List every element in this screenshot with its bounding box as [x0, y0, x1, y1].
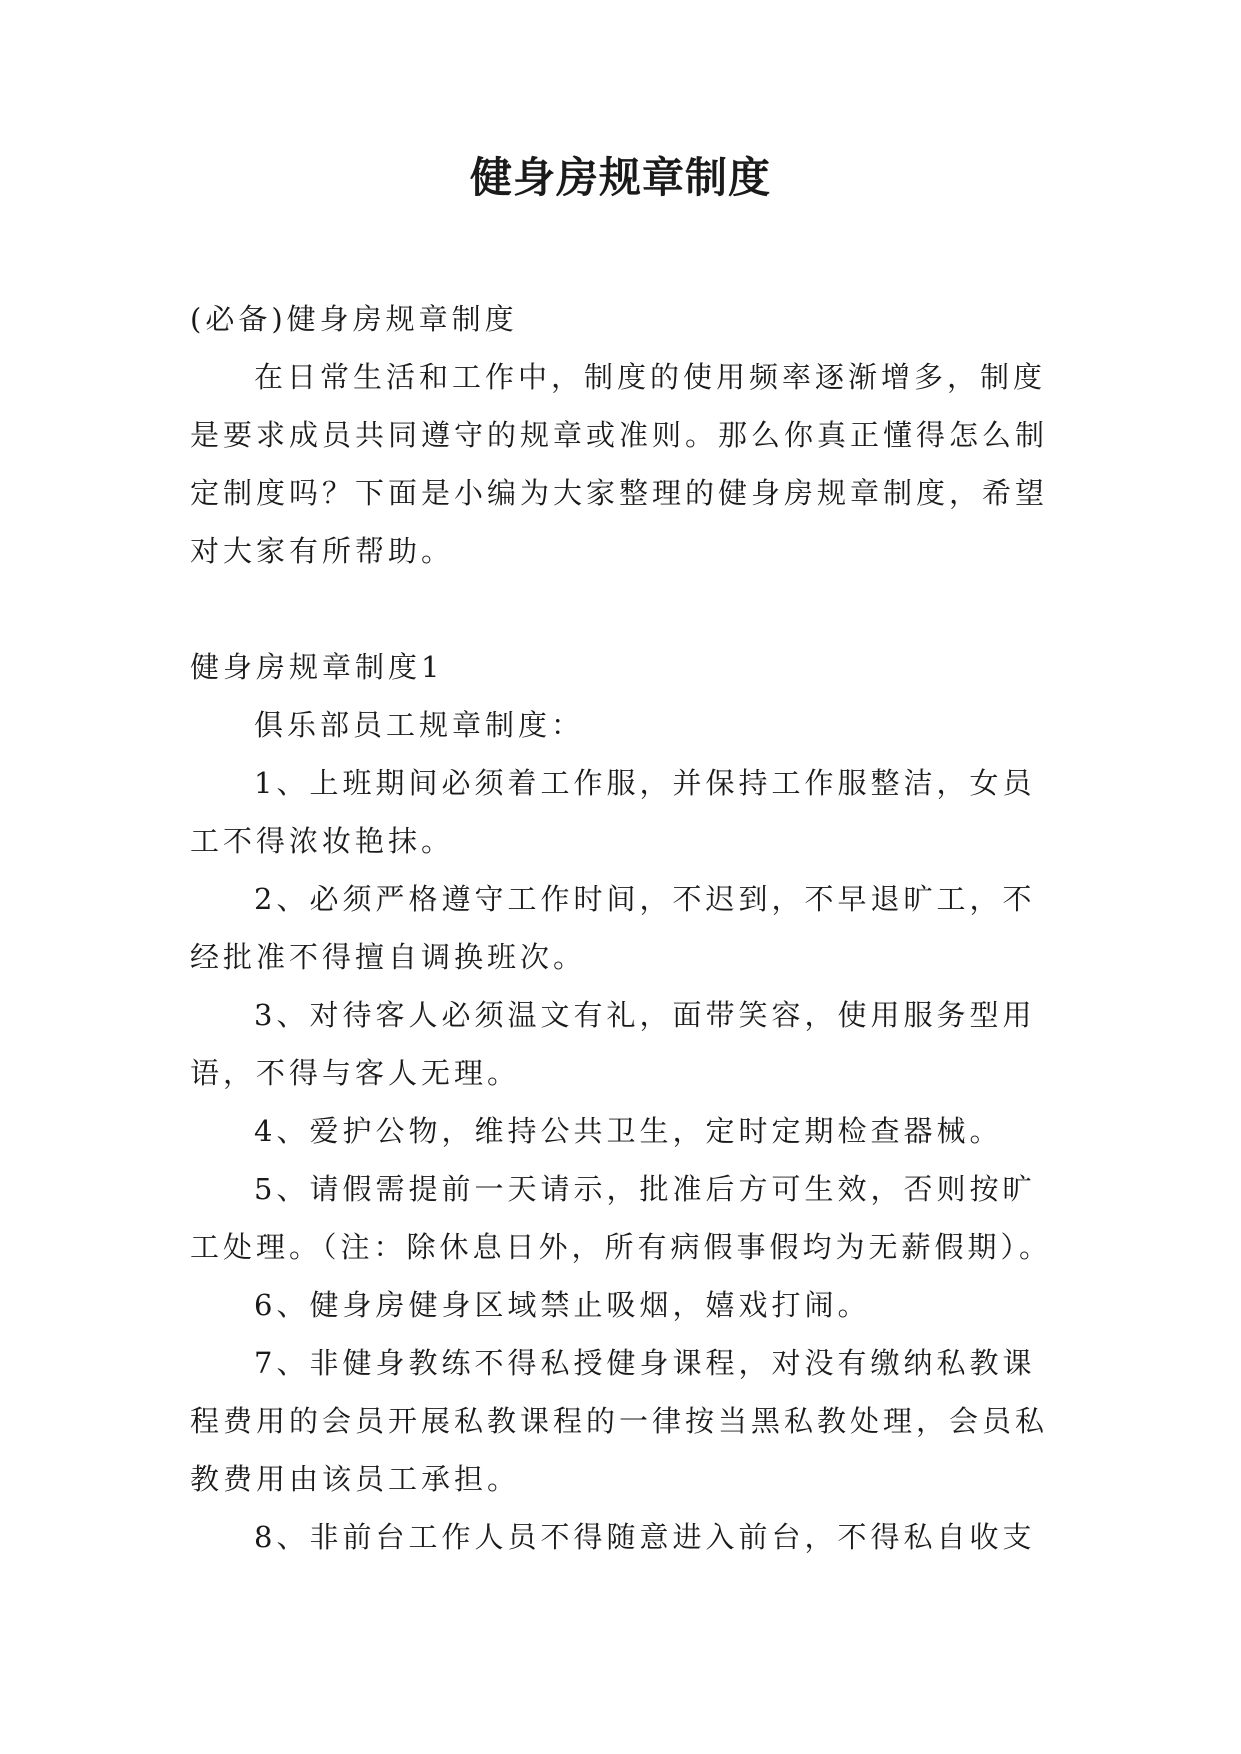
rule-item-6: 6、健身房健身区域禁止吸烟，嬉戏打闹。: [254, 1288, 871, 1322]
rule-item-7: 7、非健身教练不得私授健身课程，对没有缴纳私教课程费用的会员开展私教课程的一律按当黑私教处理，会员私教费用由该员工承担。: [190, 1346, 1049, 1496]
document-body: [190, 290, 1060, 1566]
rule-item-8: 8、非前台工作人员不得随意进入前台，不得私自收支: [254, 1520, 1036, 1554]
section-subheading: 俱乐部员工规章制度：: [254, 708, 585, 742]
rule-item-3: 3、对待客人必须温文有礼，面带笑容，使用服务型用语，不得与客人无理。: [190, 998, 1036, 1090]
rule-item-5: 5、请假需提前一天请示，批准后方可生效，否则按旷工处理。（注：除休息日外，所有病假事假均为无薪假期）。: [190, 1172, 1053, 1264]
rule-item-1: 1、上班期间必须着工作服，并保持工作服整洁，女员工不得浓妆艳抹。: [190, 766, 1036, 858]
intro-paragraph: 在日常生活和工作中，制度的使用频率逐渐增多，制度是要求成员共同遵守的规章或准则。那么你真正懂得怎么制定制度吗？下面是小编为大家整理的健身房规章制度，希望对大家有所帮助。: [190, 360, 1049, 568]
rule-item-2: 2、必须严格遵守工作时间，不迟到，不早退旷工，不经批准不得擅自调换班次。: [190, 882, 1036, 974]
rule-item-4: 4、爱护公物，维持公共卫生，定时定期检查器械。: [254, 1114, 1003, 1148]
paragraph-spacer: [190, 580, 1060, 638]
document-title: 健身房规章制度: [469, 153, 771, 202]
document-subtitle: (必备)健身房规章制度: [190, 302, 518, 336]
section-heading: 健身房规章制度1: [190, 650, 444, 684]
